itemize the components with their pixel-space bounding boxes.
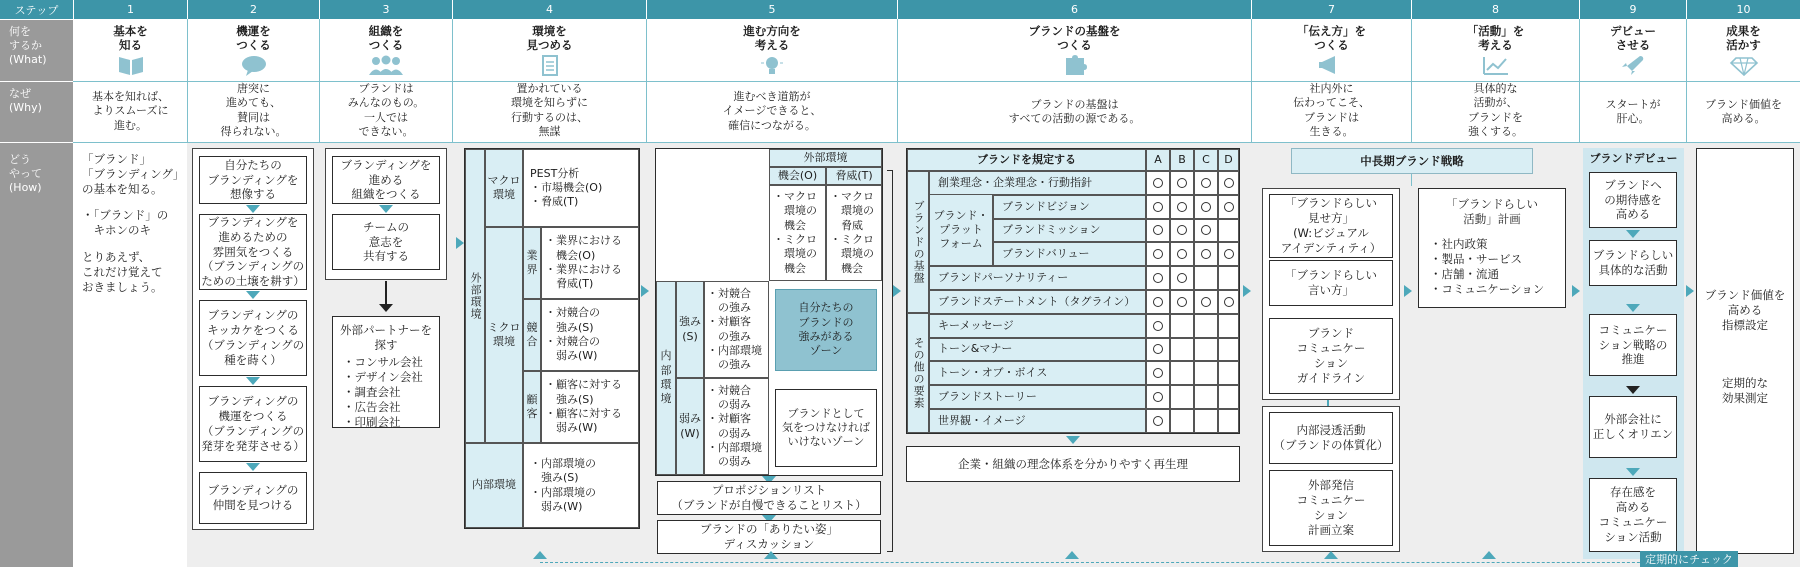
how5-threat-items: ・マクロ 環境の 脅威 ・ミクロ 環境の 機会 [826,185,882,281]
list-item: ・デザイン会社 [343,369,423,384]
list-item: ・印刷会社 [343,414,401,429]
how9-concrete-activity: ブランドらしい 具体的な活動 [1589,240,1677,286]
arrow-right-icon [1243,285,1251,297]
how2-step-trigger: ブランディングの キッカケをつくる （ブランディングの 種を蒔く） [199,300,307,376]
how4-competitor-label: 競 合 [523,299,541,371]
how6-empty-cell [1218,409,1239,433]
arrow-down-icon [379,205,393,213]
how6-circle-mark [1146,314,1170,338]
how6-circle-mark [1170,219,1194,243]
what-title-6: ブランドの基盤を つくる [1028,24,1121,53]
how6-group-foundation: ブランドの基盤 [907,171,929,313]
how10-frame [1696,148,1794,554]
how8-title: 「ブランドらしい 活動」計画 [1446,197,1538,226]
column-step-4 [453,20,646,142]
how4-competitor-items: ・対競合の 強み(S) ・対競合の 弱み(W) [541,299,639,371]
how6-row-label: キーメッセージ [929,314,1146,338]
how6-col-d: D [1218,149,1239,171]
how1-intro: 「ブランド」 「ブランディング」 の基本を知る。 [82,152,185,196]
column-step-5 [647,20,897,142]
column-step-8 [1412,20,1579,142]
arrow-down-icon [246,463,260,471]
circle-icon [1177,297,1187,307]
circle-icon [1153,202,1163,212]
circle-icon [1153,273,1163,283]
list-item: ・社内政策 [1430,236,1488,251]
list-item: ・広告会社 [343,399,401,414]
how4-industry-items: ・業界における 機会(O) ・業界における 脅威(T) [541,227,639,299]
how9-communication-strategy: コミュニケー ション戦略の 推進 [1589,314,1677,376]
why-text-2: 唐突に 進めても、 賛同は 得られない。 [220,82,287,138]
how5-weakness-label: 弱み (W) [676,378,704,475]
arrow-down-icon [1066,436,1080,444]
how7-external-plan: 外部発信 コミュニケー ション 計画立案 [1269,470,1393,546]
what-title-4: 環境を 見つめる [526,24,573,53]
arrow-up-icon [1482,551,1496,559]
how6-header: ブランドを規定する [907,149,1146,171]
how6-circle-mark [1146,361,1170,385]
how6-row-label: ブランドパーソナリティー [929,266,1146,290]
how6-empty-cell [1218,314,1239,338]
circle-icon [1153,297,1163,307]
lightbulb-icon [757,54,787,76]
how6-circle-mark [1218,290,1239,314]
how6-circle-mark [1194,290,1218,314]
periodic-check-label: 定期的にチェック [1640,551,1738,567]
why-text-6: ブランドの基盤は すべての活動の源である。 [1008,98,1141,126]
column-step-6 [898,20,1251,142]
how6-col-c: C [1194,149,1218,171]
step-number-8: 8 [1412,0,1579,19]
how8-activity-plan [1418,188,1566,308]
how6-circle-mark [1218,195,1239,219]
how9-expectation: ブランドへ の期待感を 高める [1589,172,1677,228]
how6-empty-cell [1194,314,1218,338]
circle-icon [1224,297,1234,307]
how5-swot-frame [655,148,883,476]
how5-internal-label: 内 部 環 境 [656,281,676,475]
how6-row-label: ブランドストーリー [929,385,1146,409]
column-step-10 [1687,20,1800,142]
what-title-10: 成果を 活かす [1726,24,1761,53]
how4-internal-label: 内部環境 [465,443,523,528]
arrow-down-icon [379,304,393,312]
how5-corner [656,185,769,281]
circle-icon [1153,178,1163,188]
circle-icon [1153,416,1163,426]
circle-icon [1201,297,1211,307]
circle-icon [1153,368,1163,378]
circle-icon [1201,249,1211,259]
how6-circle-mark [1146,171,1170,195]
how6-circle-mark [1170,290,1194,314]
how6-row-label: 創業理念・企業理念・行動指針 [929,171,1146,195]
how1-note: とりあえず、 これだけ覚えて おきましょう。 [82,250,163,294]
arrow-up-icon [1324,551,1338,559]
how6-empty-cell [1218,338,1239,362]
what-title-8: 「活動」を 考える [1466,24,1525,53]
how10-measurement: 定期的な 効果測定 [1722,376,1768,405]
step-number-3: 3 [320,0,452,19]
puzzle-icon [1060,54,1090,76]
why-text-3: ブランドは みんなのもの。 一人では できない。 [347,82,425,138]
how3-partners-box [332,316,440,428]
why-text-5: 進むべき道筋が イメージできると、 確信につながる。 [722,90,822,132]
row-label-what: 何を するか (What) [0,20,73,81]
how6-row-label: ブランドステートメント（タグライン） [929,290,1146,314]
how6-row-label: トーン&マナー [929,338,1146,362]
arrow-right-icon [1686,285,1694,297]
how6-circle-mark [1146,242,1170,266]
arrow-down-icon [1626,304,1640,312]
how7-strategy-banner: 中長期ブランド戦略 [1291,148,1533,174]
how6-circle-mark [1146,219,1170,243]
how6-empty-cell [1194,409,1218,433]
how7-verbal-identity: 「ブランドらしい 言い方」 [1269,260,1393,306]
why-text-1: 基本を知れば、 よりスムーズに 進む。 [92,90,169,132]
list-item: ・コンサル会社 [343,354,423,369]
circle-icon [1177,202,1187,212]
how6-col-b: B [1170,149,1194,171]
arrow-right-icon [1404,285,1412,297]
how4-micro-label: ミクロ 環境 [485,227,523,443]
periodic-check-line [540,562,1690,563]
arrow-down-icon [1626,386,1640,394]
how6-circle-mark [1170,171,1194,195]
how6-circle-mark [1146,385,1170,409]
column-step-3 [320,20,452,142]
how6-circle-mark [1194,195,1218,219]
what-title-9: デビュー させる [1610,24,1656,53]
how6-empty-cell [1218,361,1239,385]
how2-step-companions: ブランディングの 仲間を見つける [199,472,307,524]
arrow-right-icon [893,285,901,297]
how5-opp-items: ・マクロ 環境の 機会 ・ミクロ 環境の 機会 [769,185,826,281]
circle-icon [1224,178,1234,188]
how6-empty-cell [1218,219,1239,243]
how6-empty-cell [1218,266,1239,290]
column-step-7 [1252,20,1411,142]
how6-empty-cell [1194,266,1218,290]
how6-empty-cell [1194,338,1218,362]
how4-macro-label: マクロ 環境 [485,149,523,227]
arrow-up-icon [764,551,778,559]
circle-icon [1153,321,1163,331]
arrow-up-icon [1065,551,1079,559]
how6-footer-box: 企業・組織の理念体系を分かりやすく再生理 [906,446,1240,482]
circle-icon [1153,225,1163,235]
how1-basics: ・「ブランド」の キホンのキ [82,208,169,237]
how6-row-label: ブランドミッション [993,219,1146,243]
how6-empty-cell [1170,314,1194,338]
how3-partner-list [343,355,429,430]
team-icon [366,54,406,76]
how5-bracket [887,170,893,552]
why-text-4: 置かれている 環境を知らずに 行動するのは、 無謀 [511,82,588,138]
how5-opp-header: 機会(O) [769,167,826,185]
how7-guideline: ブランド コミュニケー ション ガイドライン [1269,318,1393,394]
how4-pest: PEST分析 ・市場機会(O) ・脅威(T) [523,149,639,227]
step-number-5: 5 [647,0,897,19]
how7-internal-activity: 内部浸透活動 （ブランドの体質化） [1269,412,1393,464]
how5-strength-label: 強み (S) [676,281,704,378]
how3-share-will: チームの 意志を 共有する [332,214,440,270]
row-label-why: なぜ (Why) [0,82,73,142]
how3-partners-title: 外部パートナーを 探す [340,323,432,352]
megaphone-icon [1317,54,1347,76]
circle-icon [1153,249,1163,259]
circle-icon [1224,202,1234,212]
how9-presence-activity: 存在感を 高める コミュニケー ション活動 [1589,478,1677,552]
circle-icon [1201,225,1211,235]
how3-build-organization: ブランディングを 進める 組織をつくる [332,156,440,204]
step-number-2: 2 [188,0,319,19]
rocket-icon [1618,54,1648,76]
arrow-right-icon [1572,285,1580,297]
how5-strong-zone: 自分たちの ブランドの 強みがある ゾーン [775,289,877,371]
how6-brand-table [906,148,1240,434]
column-step-2 [188,20,319,142]
how2-step-imagine: 自分たちの ブランディングを 想像する [199,156,307,204]
how5-proposition-list: プロポジションリスト （ブランドが自慢できることリスト） [657,481,881,515]
how5-weakness-items: ・対競合 の弱み ・対顧客 の弱み ・内部環境 の弱み [704,378,769,475]
circle-icon [1201,202,1211,212]
step-number-7: 7 [1252,0,1411,19]
how6-circle-mark [1170,195,1194,219]
what-title-2: 機運を つくる [236,24,271,53]
step-number-4: 4 [453,0,646,19]
how6-col-a: A [1146,149,1170,171]
how4-industry-label: 業 界 [523,227,541,299]
how6-circle-mark [1170,266,1194,290]
how4-environment-table [464,148,640,529]
diamond-icon [1729,54,1759,76]
arrow-down-icon [1626,468,1640,476]
arrow-up-icon [533,551,547,559]
how5-ideal-discussion: ブランドの「ありたい姿」 ディスカッション [657,520,881,554]
what-title-7: 「伝え方」を つくる [1297,24,1366,53]
circle-icon [1153,392,1163,402]
how6-row-label: ブランドバリュー [993,242,1146,266]
how8-list [1430,237,1554,297]
what-title-1: 基本を 知る [113,24,148,53]
how6-circle-mark [1170,242,1194,266]
circle-icon [1177,273,1187,283]
what-title-5: 進む方向を 考える [743,24,801,53]
how6-circle-mark [1146,290,1170,314]
list-item: ・製品・サービス [1430,251,1522,266]
how9-orientation: 外部会社に 正しくオリエン [1589,396,1677,458]
how4-customer-label: 顧 客 [523,371,541,443]
how5-care-zone: ブランドとして 気をつけなければ いけないゾーン [775,389,877,467]
how6-circle-mark [1146,409,1170,433]
how9-title: ブランドデビュー [1589,152,1678,165]
how2-step-atmosphere: ブランディングを 進めるための 雰囲気をつくる （ブランディングの ための土壌を耕す） [199,214,307,290]
chart-icon [1481,54,1511,76]
how6-circle-mark [1146,195,1170,219]
circle-icon [1177,249,1187,259]
how6-circle-mark [1218,171,1239,195]
how6-row-label: 世界観・イメージ [929,409,1146,433]
list-item: ・調査会社 [343,384,401,399]
how7-visual-identity: 「ブランドらしい 見せ方」 (W:ビジュアル アイデンティティ） [1269,194,1393,258]
step-number-6: 6 [898,0,1251,19]
speech-bubble-icon [239,54,269,76]
how4-customer-items: ・顧客に対する 強み(S) ・顧客に対する 弱み(W) [541,371,639,443]
how6-circle-mark [1146,338,1170,362]
why-text-7: 社内外に 伝わってこそ、 ブランドは 生きる。 [1293,82,1370,138]
list-item: ・店舗・流通 [1430,266,1499,281]
how6-circle-mark [1194,171,1218,195]
column-step-9 [1580,20,1686,142]
circle-icon [1201,178,1211,188]
how5-external-header: 外部環境 [769,149,882,167]
arrow-down-icon [246,205,260,213]
how6-circle-mark [1218,242,1239,266]
how6-empty-cell [1170,361,1194,385]
step-number-1: 1 [74,0,187,19]
how6-empty-cell [1170,385,1194,409]
how5-strength-items: ・対競合 の強み ・対顧客 の強み ・内部環境 の強み [704,281,769,378]
how6-platform-label: ブランド・ プラット フォーム [929,194,993,266]
how6-group-other: その他の要素 [907,313,929,433]
arrow-down-icon [246,377,260,385]
column-step-1 [74,20,187,142]
how2-step-momentum: ブランディングの 機運をつくる （ブランディングの 発芽を発芽させる） [199,386,307,462]
book-icon [116,54,146,76]
how5-threat-header: 脅威(T) [826,167,882,185]
how6-empty-cell [1194,361,1218,385]
step-number-10: 10 [1687,0,1800,19]
how6-circle-mark [1194,219,1218,243]
what-title-3: 組織を つくる [368,24,404,53]
how10-indicator: ブランド価値を 高める 指標設定 [1704,288,1786,332]
arrow-down-icon [246,291,260,299]
clipboard-icon [535,54,565,76]
arrow-right-icon [641,285,649,297]
circle-icon [1153,344,1163,354]
how6-empty-cell [1170,338,1194,362]
list-item: ・コミュニケーション [1430,281,1545,296]
step-number-9: 9 [1580,0,1686,19]
how4-internal-items: ・内部環境の 強み(S) ・内部環境の 弱み(W) [523,443,639,528]
how4-external-label: 外部環境 [465,149,485,443]
how6-circle-mark [1146,266,1170,290]
how6-circle-mark [1194,242,1218,266]
circle-icon [1224,249,1234,259]
step-header-label: ステップ [0,0,73,19]
why-text-10: ブランド価値を 高める。 [1705,98,1782,126]
row-label-how: どう やって (How) [0,143,73,567]
how6-row-label: ブランドビジョン [993,195,1146,219]
circle-icon [1177,178,1187,188]
how6-empty-cell [1218,385,1239,409]
why-text-9: スタートが 肝心。 [1605,98,1661,126]
how6-empty-cell [1170,409,1194,433]
how6-empty-cell [1194,385,1218,409]
arrow-down-icon [1626,230,1640,238]
circle-icon [1177,225,1187,235]
how6-row-label: トーン・オブ・ボイス [929,361,1146,385]
why-text-8: 具体的な 活動が、 ブランドを 強くする。 [1468,82,1523,138]
arrow-right-icon [456,237,464,249]
